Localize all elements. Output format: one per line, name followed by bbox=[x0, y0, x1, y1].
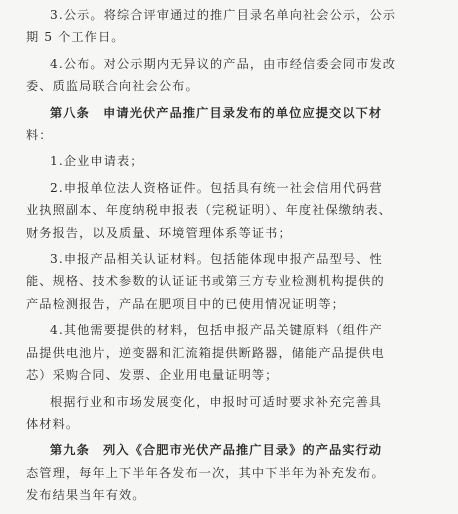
list-item: 3.申报产品相关认证材料。包括能体现申报产品型号、性 bbox=[50, 252, 383, 267]
text-line: 料： bbox=[26, 128, 53, 143]
text-line: 芯）采购合同、发票、企业用电量证明等； bbox=[26, 368, 279, 383]
article-eight-heading: 第八条 申请光伏产品推广目录发布的单位应提交以下材 bbox=[50, 105, 383, 120]
text-line: 能、规格、技术参数的认证证书或第三方专业检测机构提供的 bbox=[26, 274, 385, 289]
text-line: 委、质监局联合向社会公布。 bbox=[26, 79, 199, 94]
article-nine-heading: 第九条 列入《合肥市光伏产品推广目录》的产品实行动 bbox=[50, 443, 383, 458]
text-line: 4.公布。对公示期内无异议的产品，由市经信委会同市发改 bbox=[50, 56, 397, 71]
text-line: 品提供电池片，逆变器和汇流箱提供断路器，储能产品提供电 bbox=[26, 345, 385, 360]
list-item: 4.其他需要提供的材料，包括申报产品关键原料（组件产 bbox=[50, 323, 383, 338]
text-line: 期 5 个工作日。 bbox=[26, 30, 125, 45]
text-line: 根据行业和市场发展变化，申报时可适时要求补充完善具 bbox=[50, 394, 383, 409]
text-line: 3.公示。将综合评审通过的推广目录名单向社会公示，公示 bbox=[50, 8, 397, 22]
text-line: 态管理，每年上下半年各发布一次，其中下半年为补充发布。 bbox=[26, 465, 385, 480]
list-item: 2.申报单位法人资格证件。包括具有统一社会信用代码营 bbox=[50, 180, 383, 195]
text-line: 产品检测报告，产品在肥项目中的已使用情况证明等； bbox=[26, 296, 345, 311]
text-line: 业执照副本、年度纳税申报表（完税证明）、年度社保缴纳表、 bbox=[26, 203, 392, 218]
list-item: 1.企业申请表； bbox=[50, 154, 144, 169]
text-line: 发布结果当年有效。 bbox=[26, 488, 146, 503]
text-line: 体材料。 bbox=[26, 416, 80, 431]
text-line: 财务报告，以及质量、环境管理体系等证书； bbox=[26, 225, 292, 240]
